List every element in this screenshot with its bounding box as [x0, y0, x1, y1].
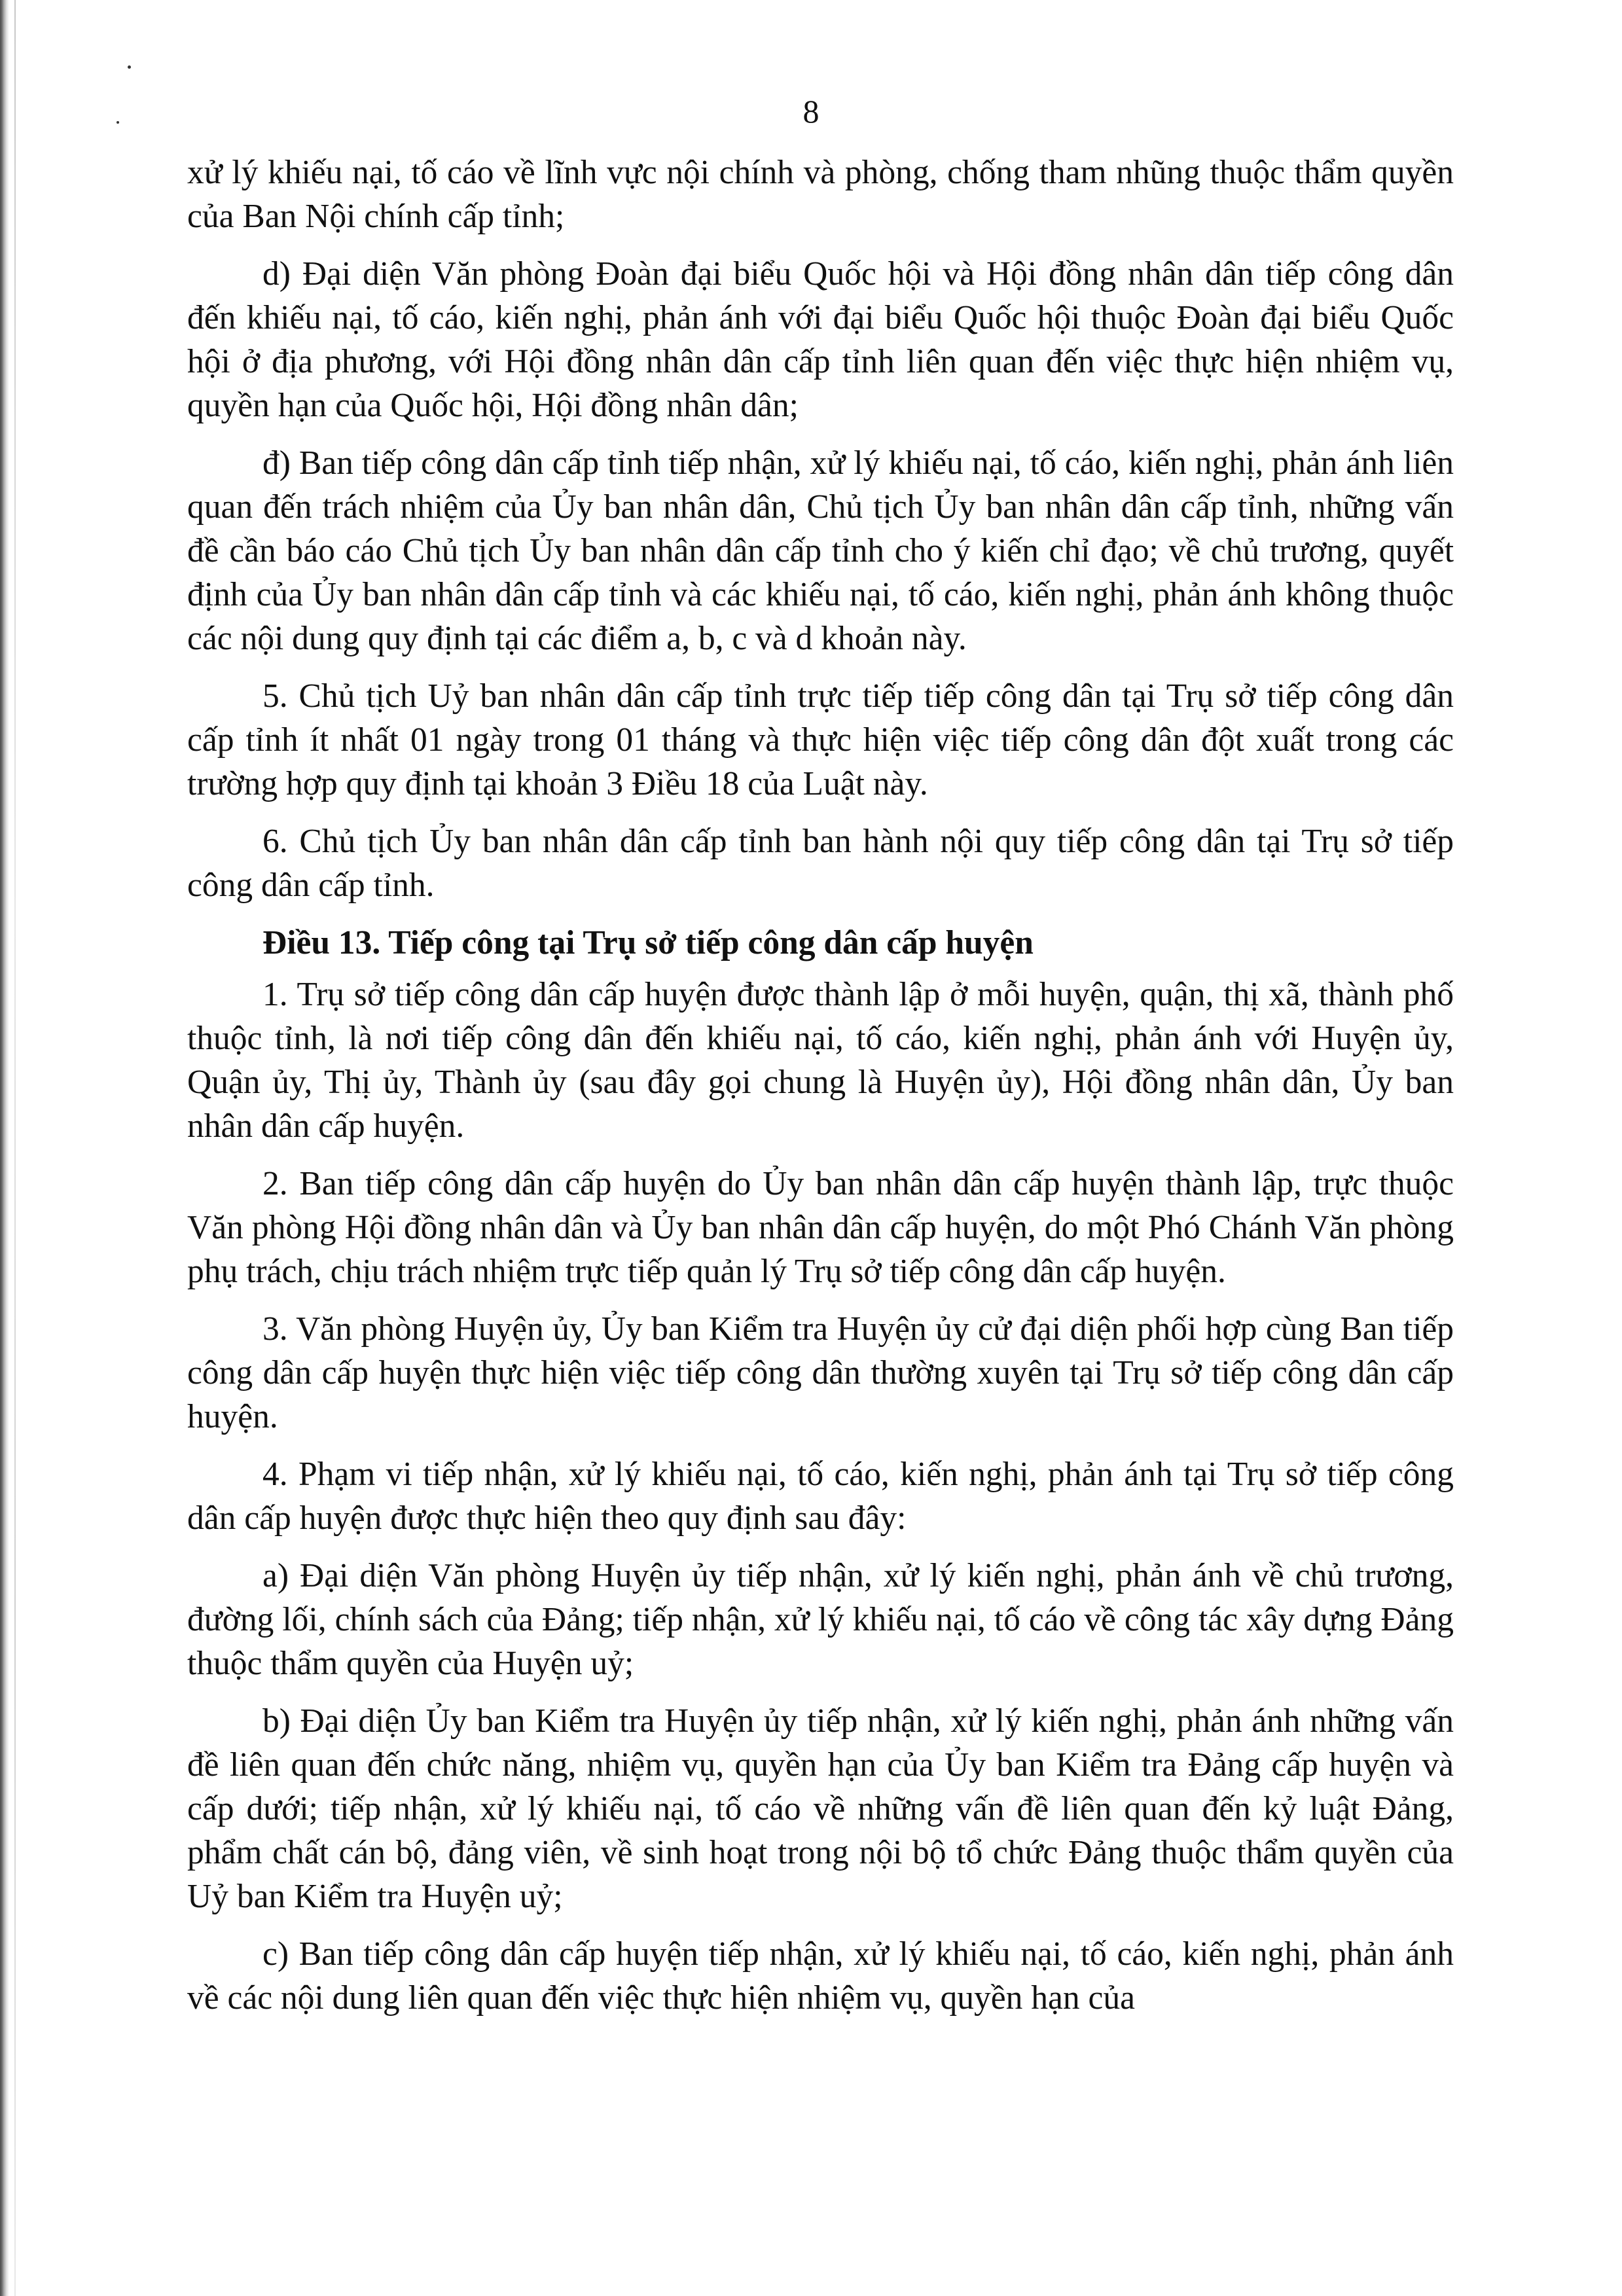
paragraph-clause-2: 2. Ban tiếp công dân cấp huyện do Ủy ban nhân dân cấp huyện thành lập, trực thuộc Văn phòng Hội đồng nhân dân và Ủy ban nhân dân cấp huyện, do một Phó Chánh Văn phòng phụ trách, chịu trách nhiệm trực tiếp quản lý Trụ sở tiếp công dân cấp huyện.	[187, 1165, 1454, 1290]
paragraph-item-d: d) Đại diện Văn phòng Đoàn đại biểu Quốc hội và Hội đồng nhân dân tiếp công dân đến khiếu nại, tố cáo, kiến nghị, phản ánh với đại biểu Quốc hội thuộc Đoàn đại biểu Quốc hội ở địa phương, với Hội đồng nhân dân cấp tỉnh liên quan đến việc thực hiện nhiệm vụ, quyền hạn của Quốc hội, Hội đồng nhân dân;	[187, 255, 1454, 424]
article-13-heading: Điều 13. Tiếp công tại Trụ sở tiếp công dân cấp huyện	[262, 924, 1034, 961]
scan-speck	[128, 65, 131, 69]
paragraph-clause-5: 5. Chủ tịch Uỷ ban nhân dân cấp tỉnh trực tiếp tiếp công dân tại Trụ sở tiếp công dân cấp tỉnh ít nhất 01 ngày trong 01 tháng và thực hiện việc tiếp công dân đột xuất trong các trường hợp quy định tại khoản 3 Điều 18 của Luật này.	[187, 677, 1454, 802]
page-number: 8	[802, 93, 820, 130]
paragraph-clause-6: 6. Chủ tịch Ủy ban nhân dân cấp tỉnh ban hành nội quy tiếp công dân tại Trụ sở tiếp công dân cấp tỉnh.	[187, 823, 1454, 904]
paragraph-continuation: xử lý khiếu nại, tố cáo về lĩnh vực nội chính và phòng, chống tham nhũng thuộc thẩm quyền của Ban Nội chính cấp tỉnh;	[187, 154, 1454, 235]
paragraph-item-dd: đ) Ban tiếp công dân cấp tỉnh tiếp nhận, xử lý khiếu nại, tố cáo, kiến nghị, phản ánh liên quan đến trách nhiệm của Ủy ban nhân dân, Chủ tịch Ủy ban nhân dân cấp tỉnh, những vấn đề cần báo cáo Chủ tịch Ủy ban nhân dân cấp tỉnh cho ý kiến chỉ đạo; về chủ trương, quyết định của Ủy ban nhân dân cấp tỉnh và các khiếu nại, tố cáo, kiến nghị, phản ánh không thuộc các nội dung quy định tại các điểm a, b, c và d khoản này.	[187, 444, 1454, 657]
paragraph-clause-3: 3. Văn phòng Huyện ủy, Ủy ban Kiểm tra Huyện ủy cử đại diện phối hợp cùng Ban tiếp công dân cấp huyện thực hiện việc tiếp công dân thường xuyên tại Trụ sở tiếp công dân cấp huyện.	[187, 1310, 1454, 1435]
scan-edge-line	[14, 0, 16, 2296]
scan-left-edge	[0, 0, 9, 2296]
paragraph-item-b: b) Đại diện Ủy ban Kiểm tra Huyện ủy tiếp nhận, xử lý kiến nghị, phản ánh những vấn đề liên quan đến chức năng, nhiệm vụ, quyền hạn của Ủy ban Kiểm tra Đảng cấp huyện và cấp dưới; tiếp nhận, xử lý khiếu nại, tố cáo về những vấn đề liên quan đến kỷ luật Đảng, phẩm chất cán bộ, đảng viên, về sinh hoạt trong nội bộ tổ chức Đảng thuộc thẩm quyền của Uỷ ban Kiểm tra Huyện uỷ;	[187, 1702, 1454, 1915]
document-body	[187, 151, 1454, 2034]
paragraph-clause-1: 1. Trụ sở tiếp công dân cấp huyện được thành lập ở mỗi huyện, quận, thị xã, thành phố thuộc tỉnh, là nơi tiếp công dân đến khiếu nại, tố cáo, kiến nghị, phản ánh với Huyện ủy, Quận ủy, Thị ủy, Thành ủy (sau đây gọi chung là Huyện ủy), Hội đồng nhân dân, Ủy ban nhân dân cấp huyện.	[187, 976, 1454, 1145]
paragraph-item-a: a) Đại diện Văn phòng Huyện ủy tiếp nhận, xử lý kiến nghị, phản ánh về chủ trương, đường lối, chính sách của Đảng; tiếp nhận, xử lý khiếu nại, tố cáo về công tác xây dựng Đảng thuộc thẩm quyền của Huyện uỷ;	[187, 1557, 1454, 1682]
paragraph-item-c: c) Ban tiếp công dân cấp huyện tiếp nhận, xử lý khiếu nại, tố cáo, kiến nghị, phản ánh về các nội dung liên quan đến việc thực hiện nhiệm vụ, quyền hạn của	[187, 1935, 1454, 2017]
paragraph-clause-4: 4. Phạm vi tiếp nhận, xử lý khiếu nại, tố cáo, kiến nghị, phản ánh tại Trụ sở tiếp công dân cấp huyện được thực hiện theo quy định sau đây:	[187, 1456, 1454, 1537]
